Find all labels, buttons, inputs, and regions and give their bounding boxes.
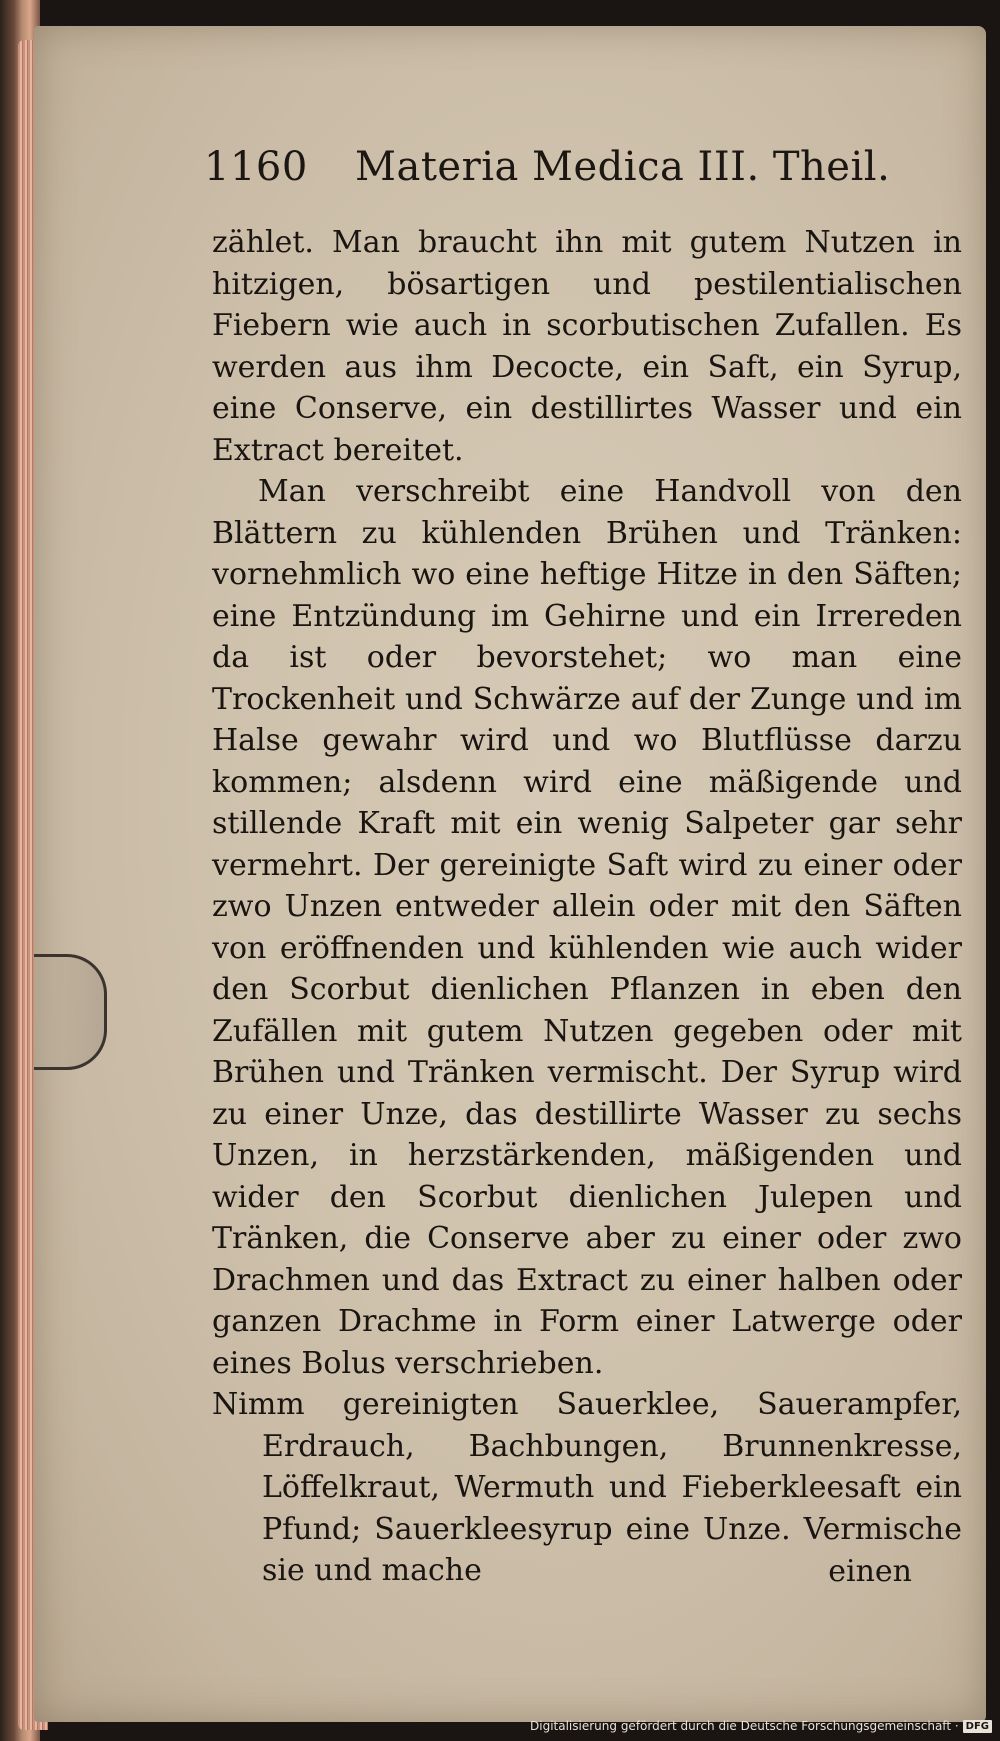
page-body [212, 222, 962, 1592]
page-number: 1160 [204, 144, 308, 190]
running-title: Materia Medica III. Theil. [355, 144, 891, 190]
page-clip [34, 954, 107, 1070]
paragraph-prescription: Nimm gereinigten Sauerklee, Sauerampfer, Erdrauch, Bachbungen, Brunnenkresse, Löffelkraut, Wermuth und Fieberkleesaft ein Pfund; Sauerkleesyrup eine Unze. Vermische sie und mache [212, 1387, 962, 1588]
footer-credit: Digitalisierung gefördert durch die Deutsche Forschungsgemeinschaft · [530, 1719, 959, 1733]
paragraph-usage: Man verschreibt eine Handvoll von den Blättern zu kühlenden Brühen und Tränken: vornehmlich wo eine heftige Hitze in den Säften; eine Entzündung im Gehirne und ein Irrereden da ist oder bevorstehet; wo man eine Trockenheit und Schwärze auf der Zunge und im Halse gewahr wird und wo Blutflüsse darzu kommen; alsdenn wird eine mäßigende und stillende Kraft mit ein wenig Salpeter gar sehr vermehrt. Der gereinigte Saft wird zu einer oder zwo Unzen entweder allein oder mit den Säften von eröffnenden und kühlenden wie auch wider den Scorbut dienlichen Pflanzen in eben den Zufällen mit gutem Nutzen gegeben oder mit Brühen und Tränken vermischt. Der Syrup wird zu einer Unze, das destillirte Wasser zu sechs Unzen, in herzstärkenden, mäßigenden und wider den Scorbut dienlichen Julepen und Tränken, die Conserve aber zu einer oder zwo Drachmen und das Extract zu einer halben oder ganzen Drachme in Form einer Latwerge oder eines Bolus verschrieben. [212, 474, 962, 1381]
dfg-logo: DFG [963, 1720, 992, 1733]
paragraph-continuation: zählet. Man braucht ihn mit gutem Nutzen in hitzigen, bösartigen und pestilentialischen Fiebern wie auch in scorbutischen Zufallen. Es werden aus ihm Decocte, ein Saft, ein Syrup, eine Conserve, ein destillirtes Wasser und ein Extract bereitet. [212, 225, 962, 468]
catchword: einen [828, 1554, 912, 1589]
page-header [204, 144, 904, 200]
book-page [34, 26, 986, 1722]
digitization-footer [530, 1715, 992, 1737]
